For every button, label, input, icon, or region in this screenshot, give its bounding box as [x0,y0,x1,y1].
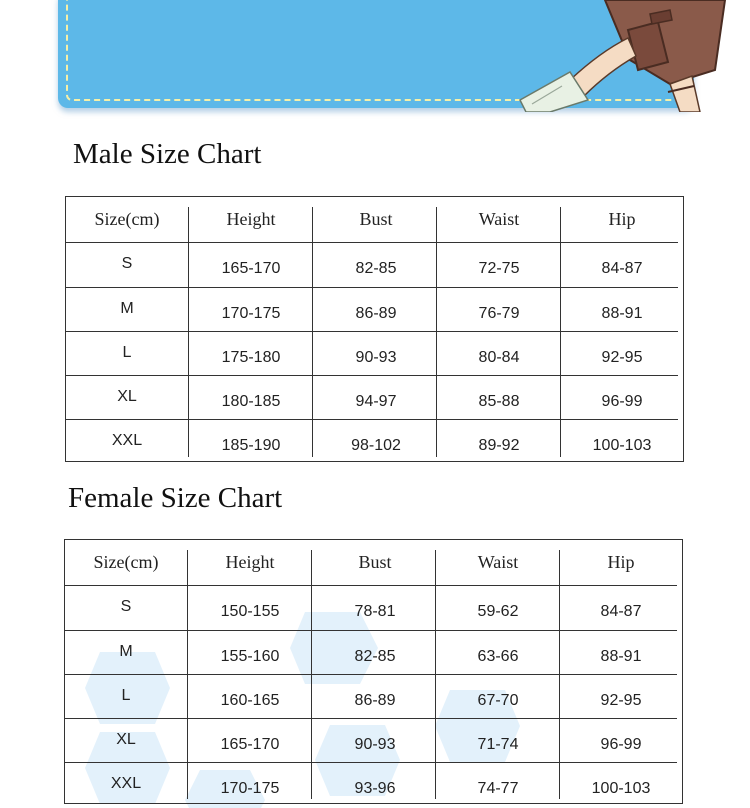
size-label-cell: XXL [110,775,142,792]
measurement-cell: 84-87 [600,603,642,620]
measurement-cell: 175-180 [221,349,281,366]
measurement-cell: 86-89 [354,692,396,709]
female-size-table [64,539,683,804]
measurement-cell: 82-85 [355,260,397,277]
measurement-cell: 86-89 [355,305,397,322]
character-illustration-icon [510,0,750,112]
measurement-cell: 98-102 [351,437,401,454]
measurement-cell: 88-91 [600,648,642,665]
measurement-cell: 96-99 [600,736,642,753]
measurement-cell: 89-92 [478,437,520,454]
measurement-cell: 74-77 [477,780,519,797]
size-label-cell: M [119,643,133,660]
measurement-cell: 100-103 [591,780,651,797]
table-header-cell: Waist [478,209,520,229]
measurement-cell: 59-62 [477,603,519,620]
table-row [66,331,683,375]
measurement-cell: 88-91 [601,305,643,322]
measurement-cell: 72-75 [478,260,520,277]
measurement-cell: 76-79 [478,305,520,322]
table-header-cell: Height [225,552,275,572]
measurement-cell: 165-170 [221,260,281,277]
male-chart-title: Male Size Chart [73,138,262,170]
male-size-table [65,196,684,462]
measurement-cell: 71-74 [477,736,519,753]
table-header-cell: Size(cm) [93,552,159,572]
measurement-cell: 90-93 [354,736,396,753]
table-row [66,375,683,419]
measurement-cell: 93-96 [354,780,396,797]
measurement-cell: 165-170 [220,736,280,753]
table-row [66,242,683,286]
measurement-cell: 85-88 [478,393,520,410]
measurement-cell: 67-70 [477,692,519,709]
measurement-cell: 84-87 [601,260,643,277]
measurement-cell: 150-155 [220,603,280,620]
table-header-cell: Height [226,209,276,229]
table-row [65,674,682,718]
size-label-cell: XL [116,731,136,748]
measurement-cell: 155-160 [220,648,280,665]
size-label-cell: L [122,344,132,361]
table-row [65,762,682,806]
measurement-cell: 82-85 [354,648,396,665]
female-chart-title: Female Size Chart [68,482,283,514]
size-label-cell: L [121,687,131,704]
measurement-cell: 92-95 [601,349,643,366]
measurement-cell: 185-190 [221,437,281,454]
measurement-cell: 94-97 [355,393,397,410]
size-label-cell: S [120,598,132,615]
table-row [66,419,683,463]
size-label-cell: XXL [111,432,143,449]
table-header-cell: Bust [359,209,393,229]
size-label-cell: S [121,255,133,272]
measurement-cell: 170-175 [221,305,281,322]
size-label-cell: XL [117,388,137,405]
measurement-cell: 92-95 [600,692,642,709]
table-header-cell: Hip [607,552,635,572]
table-header-cell: Waist [477,552,519,572]
measurement-cell: 63-66 [477,648,519,665]
table-row [65,585,682,629]
measurement-cell: 170-175 [220,780,280,797]
table-header-cell: Bust [358,552,392,572]
measurement-cell: 160-165 [220,692,280,709]
measurement-cell: 78-81 [354,603,396,620]
measurement-cell: 96-99 [601,393,643,410]
table-header-cell: Hip [608,209,636,229]
measurement-cell: 80-84 [478,349,520,366]
measurement-cell: 90-93 [355,349,397,366]
measurement-cell: 180-185 [221,393,281,410]
table-row [65,630,682,674]
table-row [66,287,683,331]
measurement-cell: 100-103 [592,437,652,454]
size-label-cell: M [120,300,134,317]
table-row [65,718,682,762]
table-header-cell: Size(cm) [94,209,160,229]
